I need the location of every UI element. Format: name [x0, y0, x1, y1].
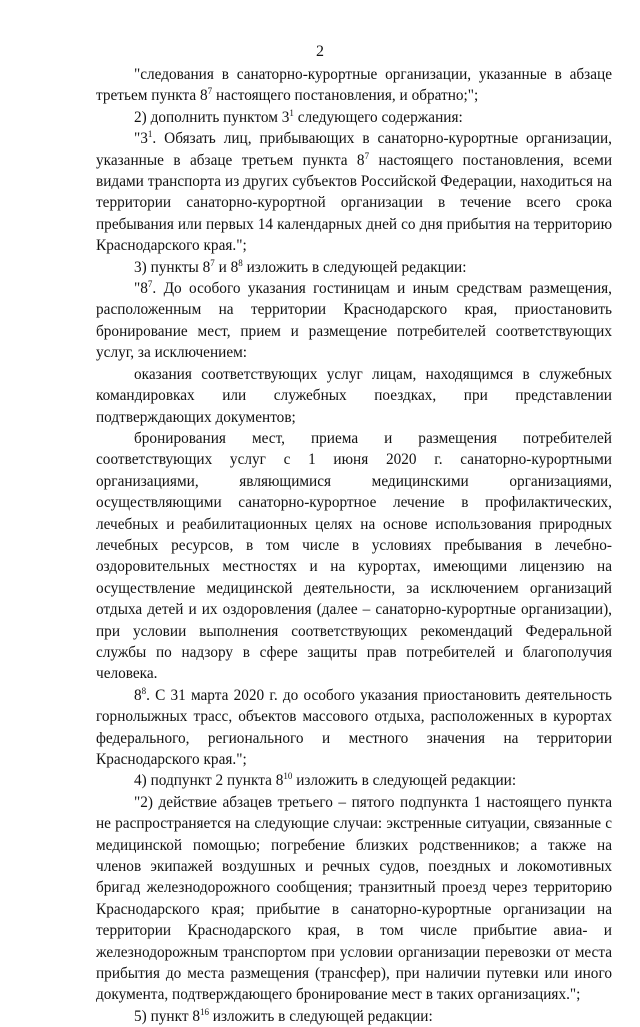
- superscript-index: 8: [238, 257, 243, 268]
- page-number: 2: [316, 43, 324, 60]
- paragraph-6: [96, 364, 612, 428]
- text-run: и 8: [214, 258, 239, 276]
- paragraph-2: [96, 107, 612, 128]
- text-run: настоящего постановления, всеми видами транспорта из других субъектов Российской Федерации, находиться на территории санаторно-курортной организации в течение всего срока пребывания или первых 14 календарных дней со дня прибытия на территорию Краснодарского края.";: [96, 151, 613, 255]
- document-body: [96, 64, 612, 1027]
- paragraph-5: [96, 278, 612, 364]
- superscript-index: 16: [199, 1006, 209, 1017]
- paragraph-3: [96, 128, 612, 256]
- text-run: 2) дополнить пунктом 3: [134, 108, 290, 126]
- text-run: изложить в следующей редакции:: [208, 1007, 433, 1025]
- superscript-index: 7: [147, 279, 153, 290]
- text-run: изложить в следующей редакции:: [292, 772, 517, 790]
- text-run: 8: [134, 686, 142, 704]
- paragraph-4: [96, 257, 612, 278]
- superscript-index: 8: [141, 685, 147, 696]
- text-run: . С 31 марта 2020 г. до особого указания приостановить деятельность горнолыжных трасс, объектов массового отдыха, расположенных в курортах федерального, регионального и местного значения на территории Краснодарского края.";: [96, 686, 612, 768]
- text-run: . Обязать лиц, прибывающих в санаторно-курортные организации, указанные в абзаце третьем пункта 8: [96, 130, 612, 169]
- text-run: . До особого указания гостиницам и иным средствам размещения, расположенным на территории Краснодарского края, приостановить бронирование мест, прием и размещение потребителей соответствующих услуг, за исключением:: [96, 280, 612, 362]
- text-run: "следования в санаторно-курортные организации, указанные в абзаце третьем пункта 8: [96, 66, 612, 105]
- paragraph-7: [96, 428, 612, 685]
- text-run: "8: [134, 280, 148, 298]
- text-run: "2) действие абзацев третьего – пятого подпункта 1 настоящего пункта не распространяется на следующие случаи: экстренные ситуации, связанные с медицинской помощью; погребение близких родственников; а также на членов экипажей воздушных и речных судов, поездных и локомотивных бригад железнодорожного сообщения; транзитный проезд через территорию Краснодарского края; прибытие в санаторно-курортные организации на территории Краснодарского края, в том числе прибытие авиа- и железнодорожным транспортом при условии организации перевозки от места прибытия до места размещения (трансфер), при наличии путевки или иного документа, подтверждающего бронирование мест в таких организациях.";: [96, 793, 612, 1004]
- paragraph-8: [96, 685, 612, 771]
- text-run: настоящего постановления, и обратно;";: [212, 87, 479, 105]
- paragraph-11: [96, 1006, 612, 1027]
- text-run: 4) подпункт 2 пункта 8: [134, 772, 284, 790]
- superscript-index: 1: [147, 129, 153, 140]
- superscript-index: 7: [207, 86, 213, 97]
- superscript-index: 1: [289, 107, 294, 118]
- text-run: оказания соответствующих услуг лицам, находящимся в служебных командировках или служебных поездках, при представлении подтверждающих документов;: [96, 365, 612, 426]
- text-run: изложить в следующей редакции:: [242, 258, 467, 276]
- paragraph-9: [96, 770, 612, 791]
- text-run: 5) пункт 8: [134, 1007, 200, 1025]
- superscript-index: 7: [364, 150, 370, 161]
- paragraph-1: [96, 64, 612, 107]
- text-run: 3) пункты 8: [134, 258, 211, 276]
- paragraph-10: [96, 792, 612, 1006]
- text-run: следующего содержания:: [293, 108, 463, 126]
- superscript-index: 7: [210, 257, 215, 268]
- text-run: бронирования мест, приема и размещения потребителей соответствующих услуг с 1 июня 2020 г. санаторно-курортными организациями, являющимися медицинскими организациями, осуществляющими санаторно-курортное лечение в профилактических, лечебных и реабилитационных целях на основе использования природных лечебных ресурсов, в том числе в условиях пребывания в лечебно-оздоровительных местностях и на курортах, имеющими лицензию на осуществление медицинской деятельности, за исключением организаций отдыха детей и их оздоровления (далее – санаторно-курортные организации), при условии выполнения соответствующих рекомендаций Федеральной службы по надзору в сфере защиты прав потребителей и благополучия человека.: [96, 429, 612, 683]
- text-run: "3: [134, 130, 148, 148]
- superscript-index: 10: [283, 771, 293, 782]
